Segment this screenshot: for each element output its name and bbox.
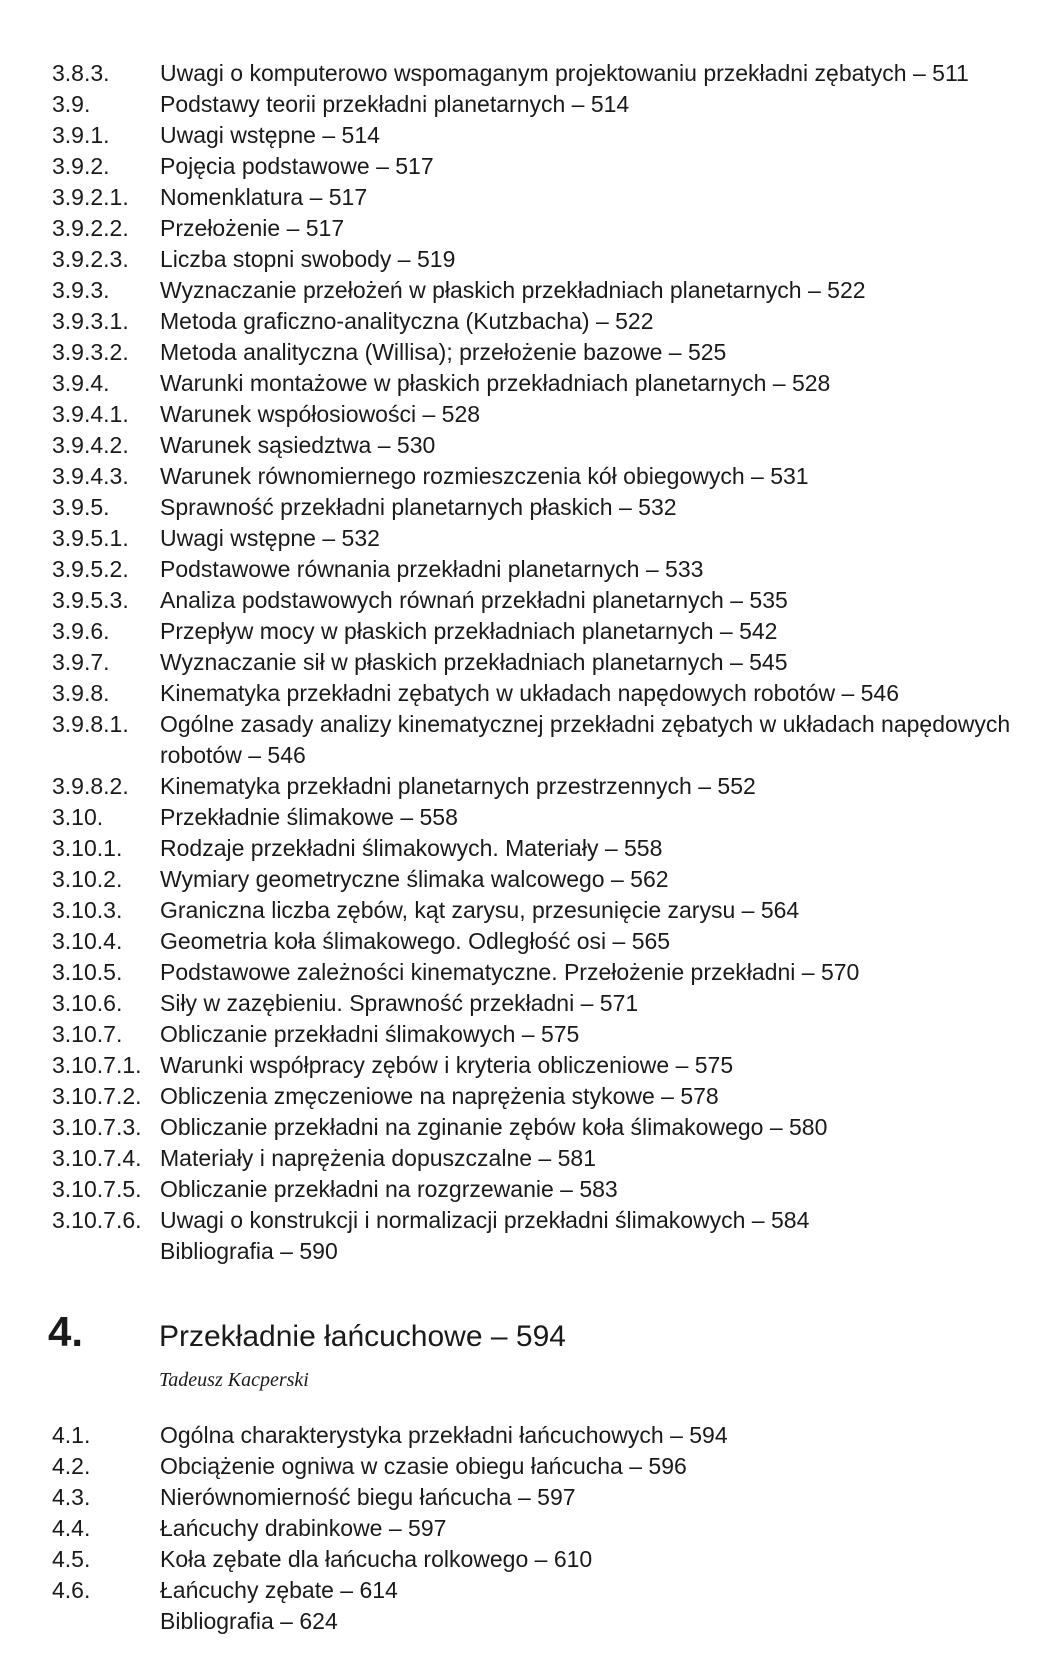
toc-entry-number: 3.10.: [52, 804, 104, 830]
toc-entry-title: Warunek równomiernego rozmieszczenia kół obiegowych – 531: [160, 463, 809, 489]
toc-entry: [52, 647, 1032, 678]
toc-entry: [52, 709, 1032, 771]
toc-entry-number: 3.8.3.: [52, 60, 110, 86]
toc-entry: [52, 306, 1032, 337]
toc-entry-number: 3.9.6.: [52, 618, 110, 644]
toc-entry-title: Ogólne zasady analizy kinematycznej przekładni zębatych w układach napędowych robotów – 546: [160, 711, 1011, 768]
toc-entry-number: 3.9.2.2.: [52, 215, 129, 241]
toc-entry-title: Warunki współpracy zębów i kryteria obliczeniowe – 575: [160, 1052, 734, 1078]
toc-entry-title: Przepływ mocy w płaskich przekładniach planetarnych – 542: [160, 618, 778, 644]
toc-entry-title: Obciążenie ogniwa w czasie obiegu łańcucha – 596: [160, 1453, 687, 1479]
toc-entry-number: 3.9.1.: [52, 122, 110, 148]
toc-entry: [52, 89, 1032, 120]
toc-entry-title: Przełożenie – 517: [160, 215, 345, 241]
toc-entry-title: Siły w zazębieniu. Sprawność przekładni – 571: [160, 990, 639, 1016]
toc-entry: [52, 1205, 1032, 1236]
toc-entry: [52, 1513, 1032, 1544]
toc-entry-number: 3.9.3.: [52, 277, 110, 303]
toc-entry-title: Warunek sąsiedztwa – 530: [160, 432, 436, 458]
toc-entry-number: 3.9.5.: [52, 494, 110, 520]
toc-entry-number: 3.9.5.2.: [52, 556, 129, 582]
toc-entry-title: Sprawność przekładni planetarnych płaskich – 532: [160, 494, 677, 520]
toc-entry: [52, 1482, 1032, 1513]
toc-entry-number: 3.9.2.3.: [52, 246, 129, 272]
toc-entry-title: Rodzaje przekładni ślimakowych. Materiały – 558: [160, 835, 663, 861]
toc-entry: [52, 1081, 1032, 1112]
toc-entry-number: [52, 1606, 160, 1637]
toc-entry-title: Uwagi o konstrukcji i normalizacji przekładni ślimakowych – 584: [160, 1207, 810, 1233]
toc-entry-number: 3.10.7.1.: [52, 1052, 142, 1078]
toc-entry-number: 3.9.8.2.: [52, 773, 129, 799]
toc-entry-number: [52, 1236, 160, 1267]
toc-entry-number: 3.9.: [52, 91, 91, 117]
toc-entry-number: 3.10.7.4.: [52, 1145, 142, 1171]
toc-entry: [52, 1019, 1032, 1050]
toc-entry-title: Kinematyka przekładni zębatych w układach napędowych robotów – 546: [160, 680, 899, 706]
toc-entry: [52, 1112, 1032, 1143]
toc-entry-title: Materiały i naprężenia dopuszczalne – 581: [160, 1145, 596, 1171]
chapter-author: Tadeusz Kacperski: [159, 1369, 309, 1391]
toc-entry-number: 4.3.: [52, 1484, 91, 1510]
table-of-contents-section-3: [52, 58, 1032, 1267]
toc-entry-number: 3.10.6.: [52, 990, 123, 1016]
toc-entry-title: Bibliografia – 590: [160, 1238, 338, 1264]
toc-entry: [52, 1544, 1032, 1575]
toc-entry: [52, 1606, 1032, 1637]
toc-entry-number: 3.9.4.1.: [52, 401, 129, 427]
toc-entry-number: 3.10.2.: [52, 866, 123, 892]
chapter-title-row: [48, 1308, 1028, 1361]
toc-entry: [52, 554, 1032, 585]
toc-entry: [52, 182, 1032, 213]
toc-entry-title: Uwagi wstępne – 514: [160, 122, 380, 148]
toc-entry-number: 3.9.3.2.: [52, 339, 129, 365]
toc-entry: [52, 151, 1032, 182]
toc-entry: [52, 120, 1032, 151]
toc-entry: [52, 864, 1032, 895]
toc-entry-title: Ogólna charakterystyka przekładni łańcuchowych – 594: [160, 1422, 728, 1448]
toc-entry-title: Bibliografia – 624: [160, 1608, 338, 1634]
toc-entry-title: Liczba stopni swobody – 519: [160, 246, 456, 272]
toc-entry: [52, 1174, 1032, 1205]
toc-entry: [52, 523, 1032, 554]
toc-entry-title: Wyznaczanie przełożeń w płaskich przekładniach planetarnych – 522: [160, 277, 866, 303]
toc-entry-number: 3.9.4.2.: [52, 432, 129, 458]
toc-entry-number: 4.4.: [52, 1515, 91, 1541]
toc-entry-title: Obliczanie przekładni ślimakowych – 575: [160, 1021, 580, 1047]
toc-entry: [52, 1143, 1032, 1174]
toc-entry-title: Podstawowe równania przekładni planetarnych – 533: [160, 556, 704, 582]
toc-entry: [52, 213, 1032, 244]
toc-entry-number: 3.9.4.: [52, 370, 110, 396]
chapter-heading: [48, 1308, 1028, 1393]
toc-entry-number: 4.6.: [52, 1577, 91, 1603]
toc-entry-title: Obliczanie przekładni na rozgrzewanie – 583: [160, 1176, 618, 1202]
toc-entry-title: Analiza podstawowych równań przekładni planetarnych – 535: [160, 587, 788, 613]
toc-entry-number: 4.1.: [52, 1422, 91, 1448]
toc-entry: [52, 802, 1032, 833]
toc-entry-title: Warunek współosiowości – 528: [160, 401, 481, 427]
toc-entry-title: Wyznaczanie sił w płaskich przekładniach planetarnych – 545: [160, 649, 788, 675]
toc-entry-number: 3.10.7.5.: [52, 1176, 142, 1202]
toc-entry-title: Nomenklatura – 517: [160, 184, 368, 210]
toc-entry-number: 3.10.7.: [52, 1021, 123, 1047]
toc-entry-title: Łańcuchy zębate – 614: [160, 1577, 398, 1603]
toc-entry-title: Metoda analityczna (Willisa); przełożenie bazowe – 525: [160, 339, 727, 365]
toc-entry-number: 3.9.2.1.: [52, 184, 129, 210]
toc-entry-title: Uwagi wstępne – 532: [160, 525, 380, 551]
chapter-number: 4.: [48, 1308, 84, 1355]
toc-entry-number: 3.10.5.: [52, 959, 123, 985]
toc-entry: [52, 58, 1032, 89]
toc-entry-title: Uwagi o komputerowo wspomaganym projektowaniu przekładni zębatych – 511: [160, 60, 969, 86]
toc-entry-number: 3.9.4.3.: [52, 463, 129, 489]
toc-entry: [52, 895, 1032, 926]
toc-entry-title: Łańcuchy drabinkowe – 597: [160, 1515, 447, 1541]
toc-entry: [52, 399, 1032, 430]
toc-entry-number: 3.9.7.: [52, 649, 110, 675]
toc-entry-number: 3.10.3.: [52, 897, 123, 923]
toc-entry-number: 3.10.7.2.: [52, 1083, 142, 1109]
toc-entry: [52, 1420, 1032, 1451]
toc-entry-number: 4.5.: [52, 1546, 91, 1572]
table-of-contents-chapter-4: [52, 1420, 1032, 1637]
toc-entry-title: Geometria koła ślimakowego. Odległość osi – 565: [160, 928, 671, 954]
toc-entry-title: Przekładnie ślimakowe – 558: [160, 804, 458, 830]
toc-entry: [52, 678, 1032, 709]
toc-entry-title: Metoda graficzno-analityczna (Kutzbacha) – 522: [160, 308, 654, 334]
toc-entry-number: 3.10.7.3.: [52, 1114, 142, 1140]
toc-entry-title: Koła zębate dla łańcucha rolkowego – 610: [160, 1546, 593, 1572]
toc-entry: [52, 368, 1032, 399]
toc-entry: [52, 337, 1032, 368]
toc-entry: [52, 244, 1032, 275]
toc-entry-title: Graniczna liczba zębów, kąt zarysu, przesunięcie zarysu – 564: [160, 897, 800, 923]
toc-entry-title: Podstawowe zależności kinematyczne. Przełożenie przekładni – 570: [160, 959, 860, 985]
toc-entry-title: Obliczenia zmęczeniowe na naprężenia stykowe – 578: [160, 1083, 719, 1109]
toc-entry-number: 4.2.: [52, 1453, 91, 1479]
toc-entry-number: 3.9.5.3.: [52, 587, 129, 613]
chapter-title: Przekładnie łańcuchowe – 594: [159, 1320, 566, 1353]
toc-entry: [52, 1575, 1032, 1606]
toc-entry: [52, 1050, 1032, 1081]
toc-entry-number: 3.10.4.: [52, 928, 123, 954]
toc-entry: [52, 926, 1032, 957]
toc-entry: [52, 585, 1032, 616]
toc-entry-title: Kinematyka przekładni planetarnych przestrzennych – 552: [160, 773, 756, 799]
toc-entry-number: 3.9.5.1.: [52, 525, 129, 551]
toc-entry-title: Wymiary geometryczne ślimaka walcowego – 562: [160, 866, 669, 892]
toc-entry: [52, 771, 1032, 802]
toc-entry: [52, 1236, 1032, 1267]
toc-entry-title: Podstawy teorii przekładni planetarnych – 514: [160, 91, 630, 117]
toc-entry-title: Warunki montażowe w płaskich przekładniach planetarnych – 528: [160, 370, 831, 396]
toc-entry-title: Obliczanie przekładni na zginanie zębów koła ślimakowego – 580: [160, 1114, 828, 1140]
toc-entry-number: 3.10.7.6.: [52, 1207, 142, 1233]
toc-entry-title: Pojęcia podstawowe – 517: [160, 153, 434, 179]
toc-entry-number: 3.10.1.: [52, 835, 123, 861]
toc-entry: [52, 988, 1032, 1019]
toc-entry-number: 3.9.3.1.: [52, 308, 129, 334]
toc-entry: [52, 461, 1032, 492]
toc-entry: [52, 833, 1032, 864]
toc-entry: [52, 430, 1032, 461]
toc-entry: [52, 492, 1032, 523]
toc-entry-title: Nierównomierność biegu łańcucha – 597: [160, 1484, 576, 1510]
toc-entry: [52, 275, 1032, 306]
toc-entry: [52, 616, 1032, 647]
toc-entry: [52, 957, 1032, 988]
toc-entry: [52, 1451, 1032, 1482]
toc-entry-number: 3.9.8.: [52, 680, 110, 706]
toc-entry-number: 3.9.2.: [52, 153, 110, 179]
toc-entry-number: 3.9.8.1.: [52, 711, 129, 737]
